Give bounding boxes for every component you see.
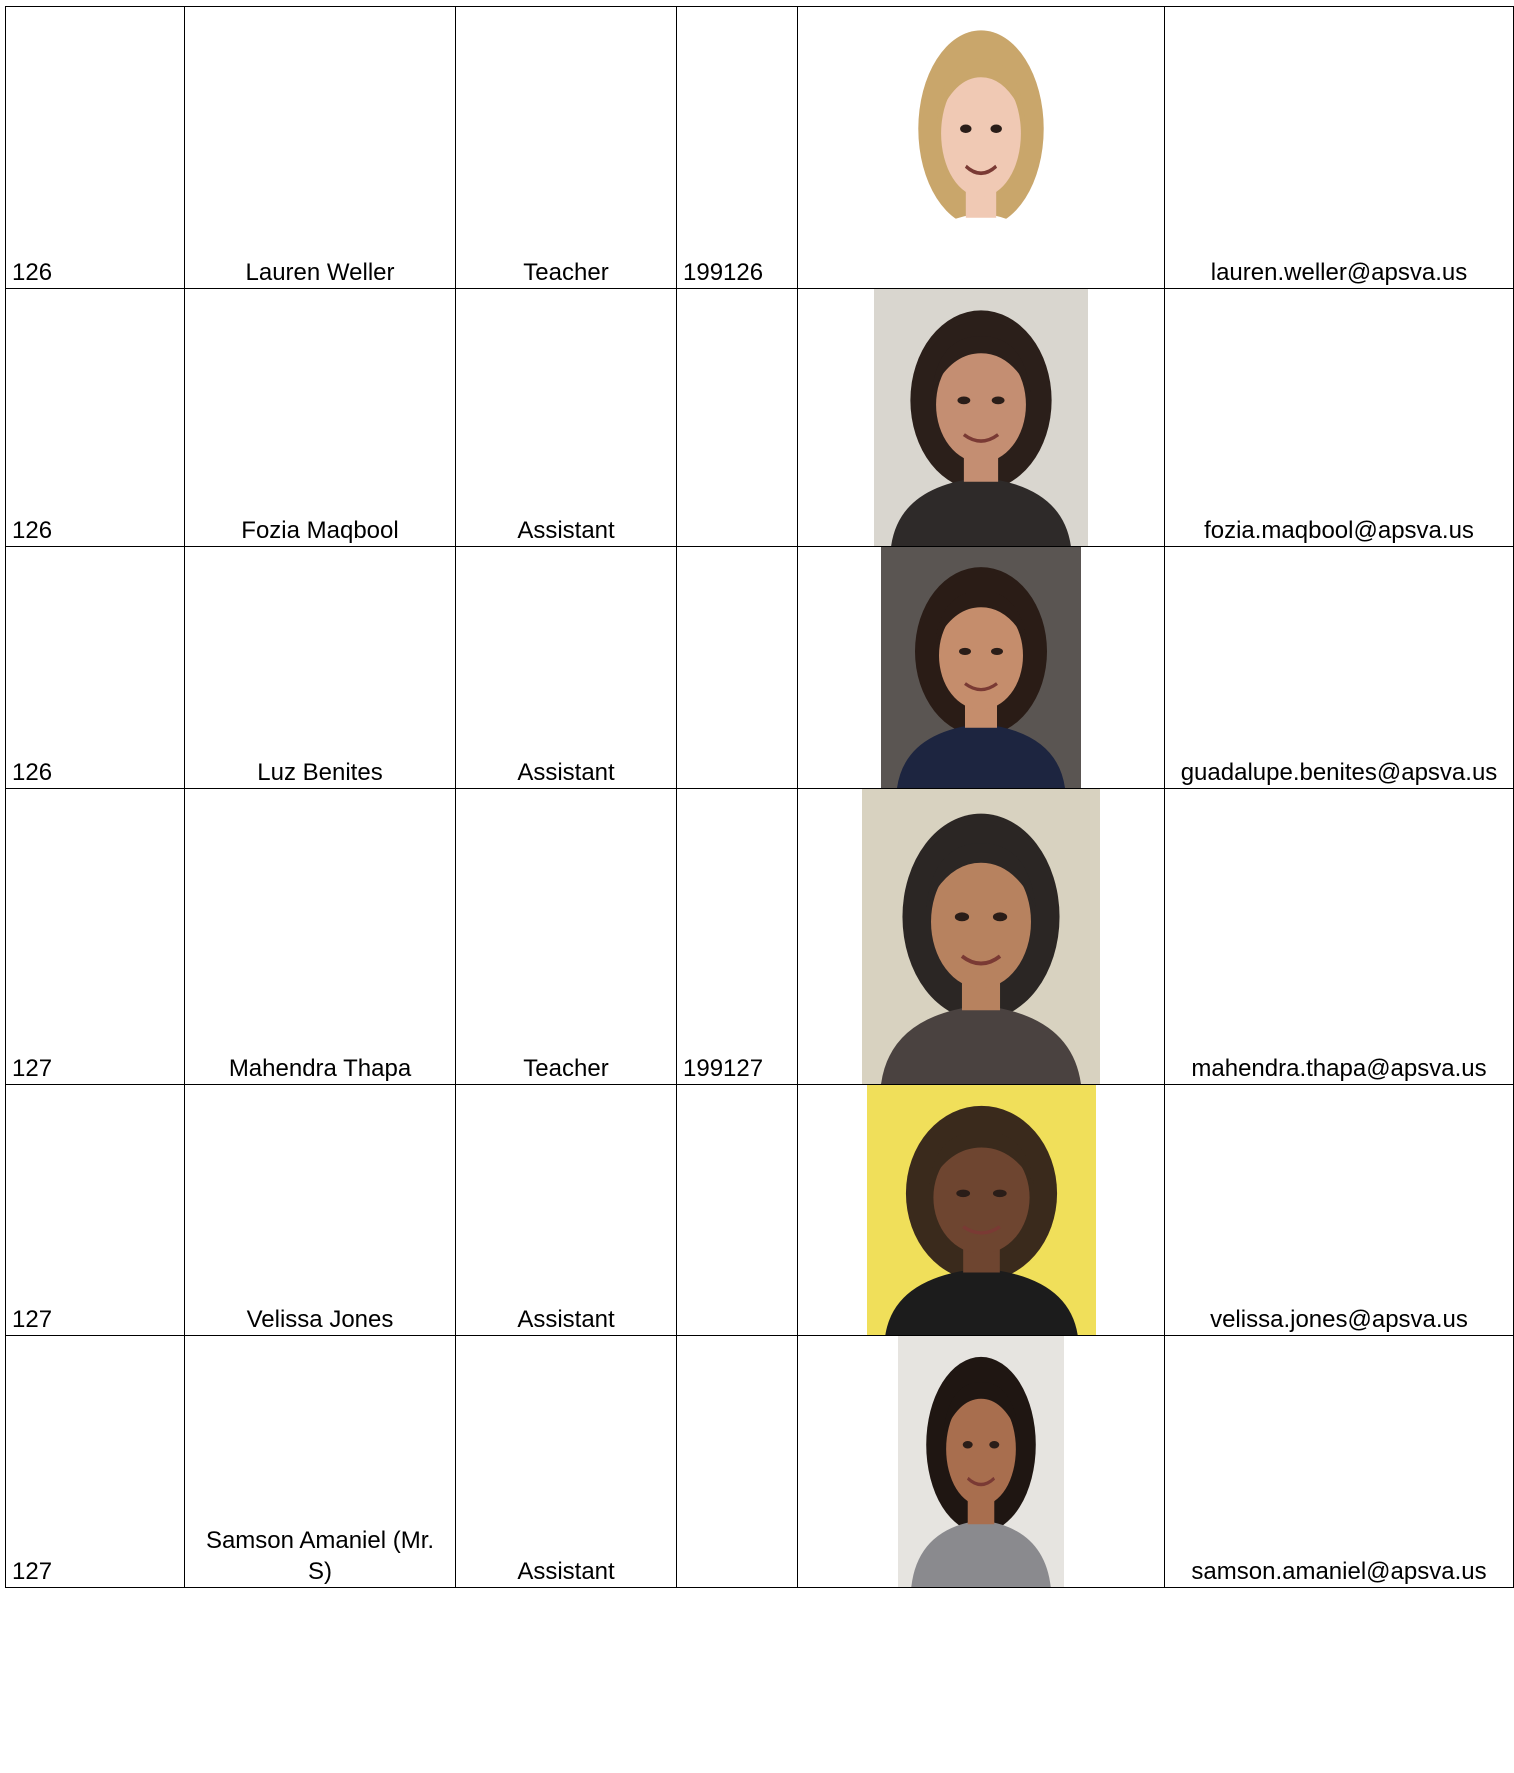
email-cell: velissa.jones@apsva.us (1165, 1085, 1514, 1336)
staff-name-cell: Velissa Jones (185, 1085, 456, 1336)
photo-cell (798, 547, 1165, 789)
phone-extension-cell (677, 1085, 798, 1336)
phone-extension-cell (677, 1336, 798, 1588)
portrait-icon (874, 289, 1088, 546)
room-number-cell: 126 (6, 7, 185, 289)
staff-role-cell: Assistant (456, 1336, 677, 1588)
email-cell: samson.amaniel@apsva.us (1165, 1336, 1514, 1588)
email-cell: fozia.maqbool@apsva.us (1165, 289, 1514, 547)
photo-cell (798, 789, 1165, 1085)
staff-name-cell: Mahendra Thapa (185, 789, 456, 1085)
staff-role-cell: Assistant (456, 289, 677, 547)
portrait-icon (898, 1336, 1064, 1587)
photo-cell (798, 289, 1165, 547)
staff-name-cell: Lauren Weller (185, 7, 456, 289)
room-number-cell: 127 (6, 1336, 185, 1588)
phone-extension-cell: 199126 (677, 7, 798, 289)
email-cell: mahendra.thapa@apsva.us (1165, 789, 1514, 1085)
room-number-cell: 127 (6, 789, 185, 1085)
staff-name-cell: Fozia Maqbool (185, 289, 456, 547)
staff-portrait-photo (867, 1085, 1096, 1335)
staff-name-cell: Samson Amaniel (Mr. S) (185, 1336, 456, 1588)
staff-row (6, 1085, 1514, 1336)
room-number-cell: 126 (6, 547, 185, 789)
portrait-icon (862, 789, 1100, 1084)
email-cell: guadalupe.benites@apsva.us (1165, 547, 1514, 789)
photo-cell (798, 1336, 1165, 1588)
staff-row (6, 1336, 1514, 1588)
photo-cell (798, 1085, 1165, 1336)
photo-cell (798, 7, 1165, 289)
staff-portrait-photo (886, 7, 1076, 288)
staff-portrait-photo (898, 1336, 1064, 1587)
staff-row (6, 547, 1514, 789)
phone-extension-cell (677, 547, 798, 789)
staff-portrait-photo (881, 547, 1081, 788)
staff-name-cell: Luz Benites (185, 547, 456, 789)
staff-role-cell: Teacher (456, 7, 677, 289)
portrait-icon (867, 1085, 1096, 1335)
staff-role-cell: Assistant (456, 1085, 677, 1336)
staff-row (6, 789, 1514, 1085)
staff-row (6, 289, 1514, 547)
room-number-cell: 127 (6, 1085, 185, 1336)
staff-row (6, 7, 1514, 289)
staff-portrait-photo (874, 289, 1088, 546)
phone-extension-cell: 199127 (677, 789, 798, 1085)
staff-role-cell: Assistant (456, 547, 677, 789)
portrait-icon (886, 7, 1076, 288)
staff-portrait-photo (862, 789, 1100, 1084)
staff-directory-table (5, 6, 1514, 1588)
portrait-icon (881, 547, 1081, 788)
room-number-cell: 126 (6, 289, 185, 547)
email-cell: lauren.weller@apsva.us (1165, 7, 1514, 289)
phone-extension-cell (677, 289, 798, 547)
staff-role-cell: Teacher (456, 789, 677, 1085)
